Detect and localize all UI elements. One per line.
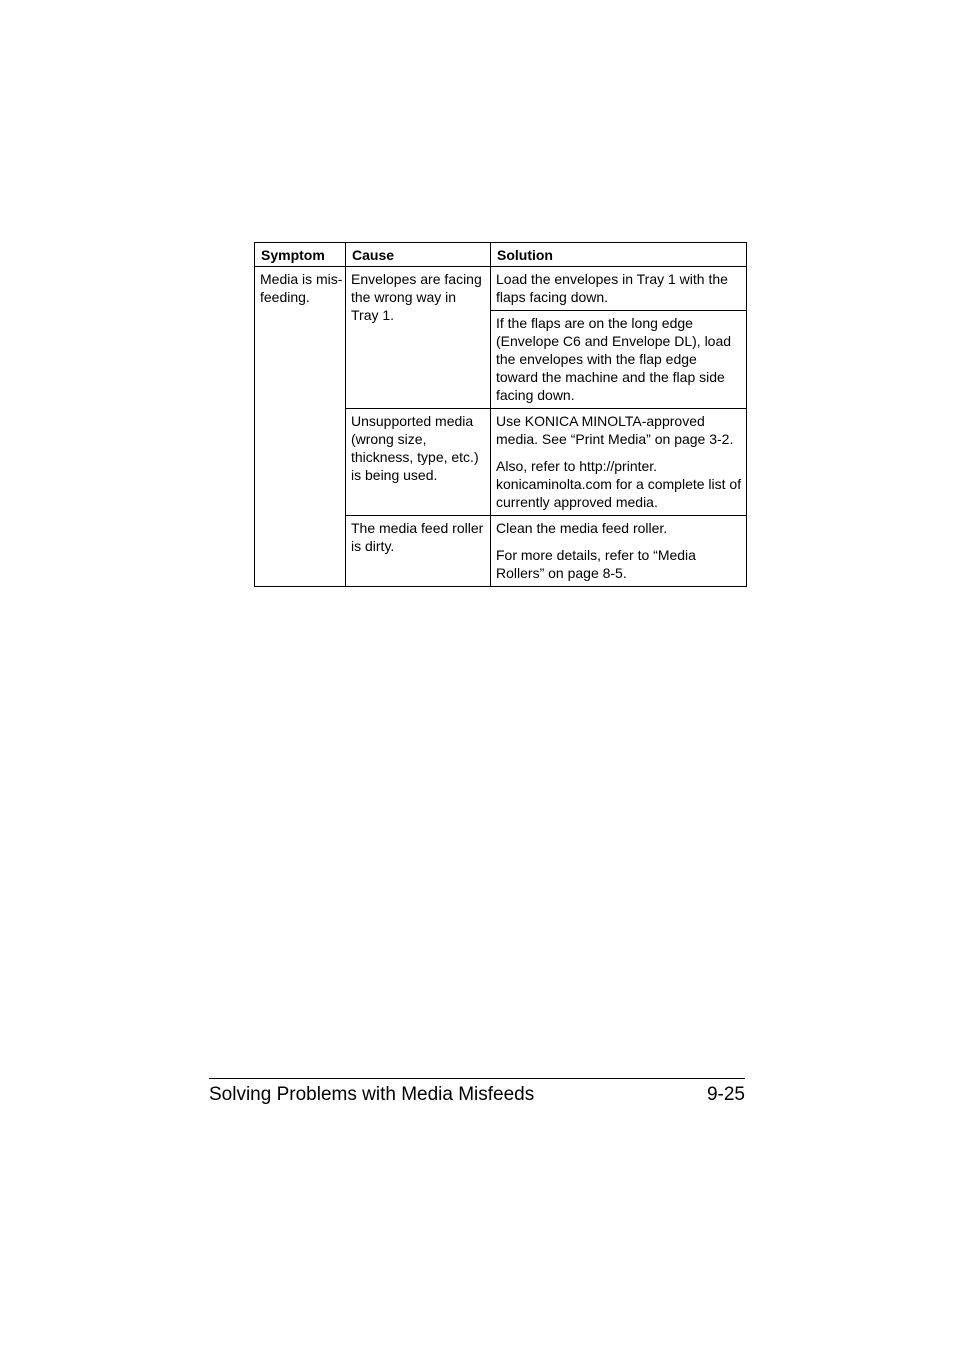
cause-cell: Envelopes are facing the wrong way in Tray 1.: [346, 267, 491, 409]
solution-cell: Load the envelopes in Tray 1 with the flaps facing down.: [491, 267, 747, 311]
solution-cell: If the flaps are on the long edge (Envelope C6 and Envelope DL), load the envelopes with the flap edge toward the machine and the flap side facing down.: [491, 311, 747, 409]
footer-title: Solving Problems with Media Misfeeds: [209, 1084, 535, 1105]
solution-paragraph: Use KONICA MINOLTA-approved media. See “Print Media” on page 3-2.: [496, 413, 734, 447]
page-number: 9-25: [706, 1084, 745, 1105]
troubleshooting-table: [254, 242, 747, 587]
page-footer: [209, 1078, 745, 1106]
header-solution: Solution: [491, 243, 747, 267]
header-symptom: Symptom: [255, 243, 346, 267]
cause-cell: The media feed roller is dirty.: [346, 516, 491, 587]
table-header-row: [255, 243, 747, 267]
solution-paragraph: For more details, refer to “Media Rollers” on page 8-5.: [496, 547, 696, 581]
table-row: [255, 267, 747, 311]
solution-cell: [491, 409, 747, 516]
solution-paragraph: Clean the media feed roller.: [496, 520, 668, 536]
header-cause: Cause: [346, 243, 491, 267]
solution-paragraph: Also, refer to http://printer. konicaminolta.com for a complete list of currently approved media.: [496, 458, 742, 510]
symptom-cell: [255, 267, 346, 587]
symptom-text: Media is mis-feeding.: [260, 271, 343, 305]
cause-cell: Unsupported media (wrong size, thickness, type, etc.) is being used.: [346, 409, 491, 516]
solution-cell: [491, 516, 747, 587]
